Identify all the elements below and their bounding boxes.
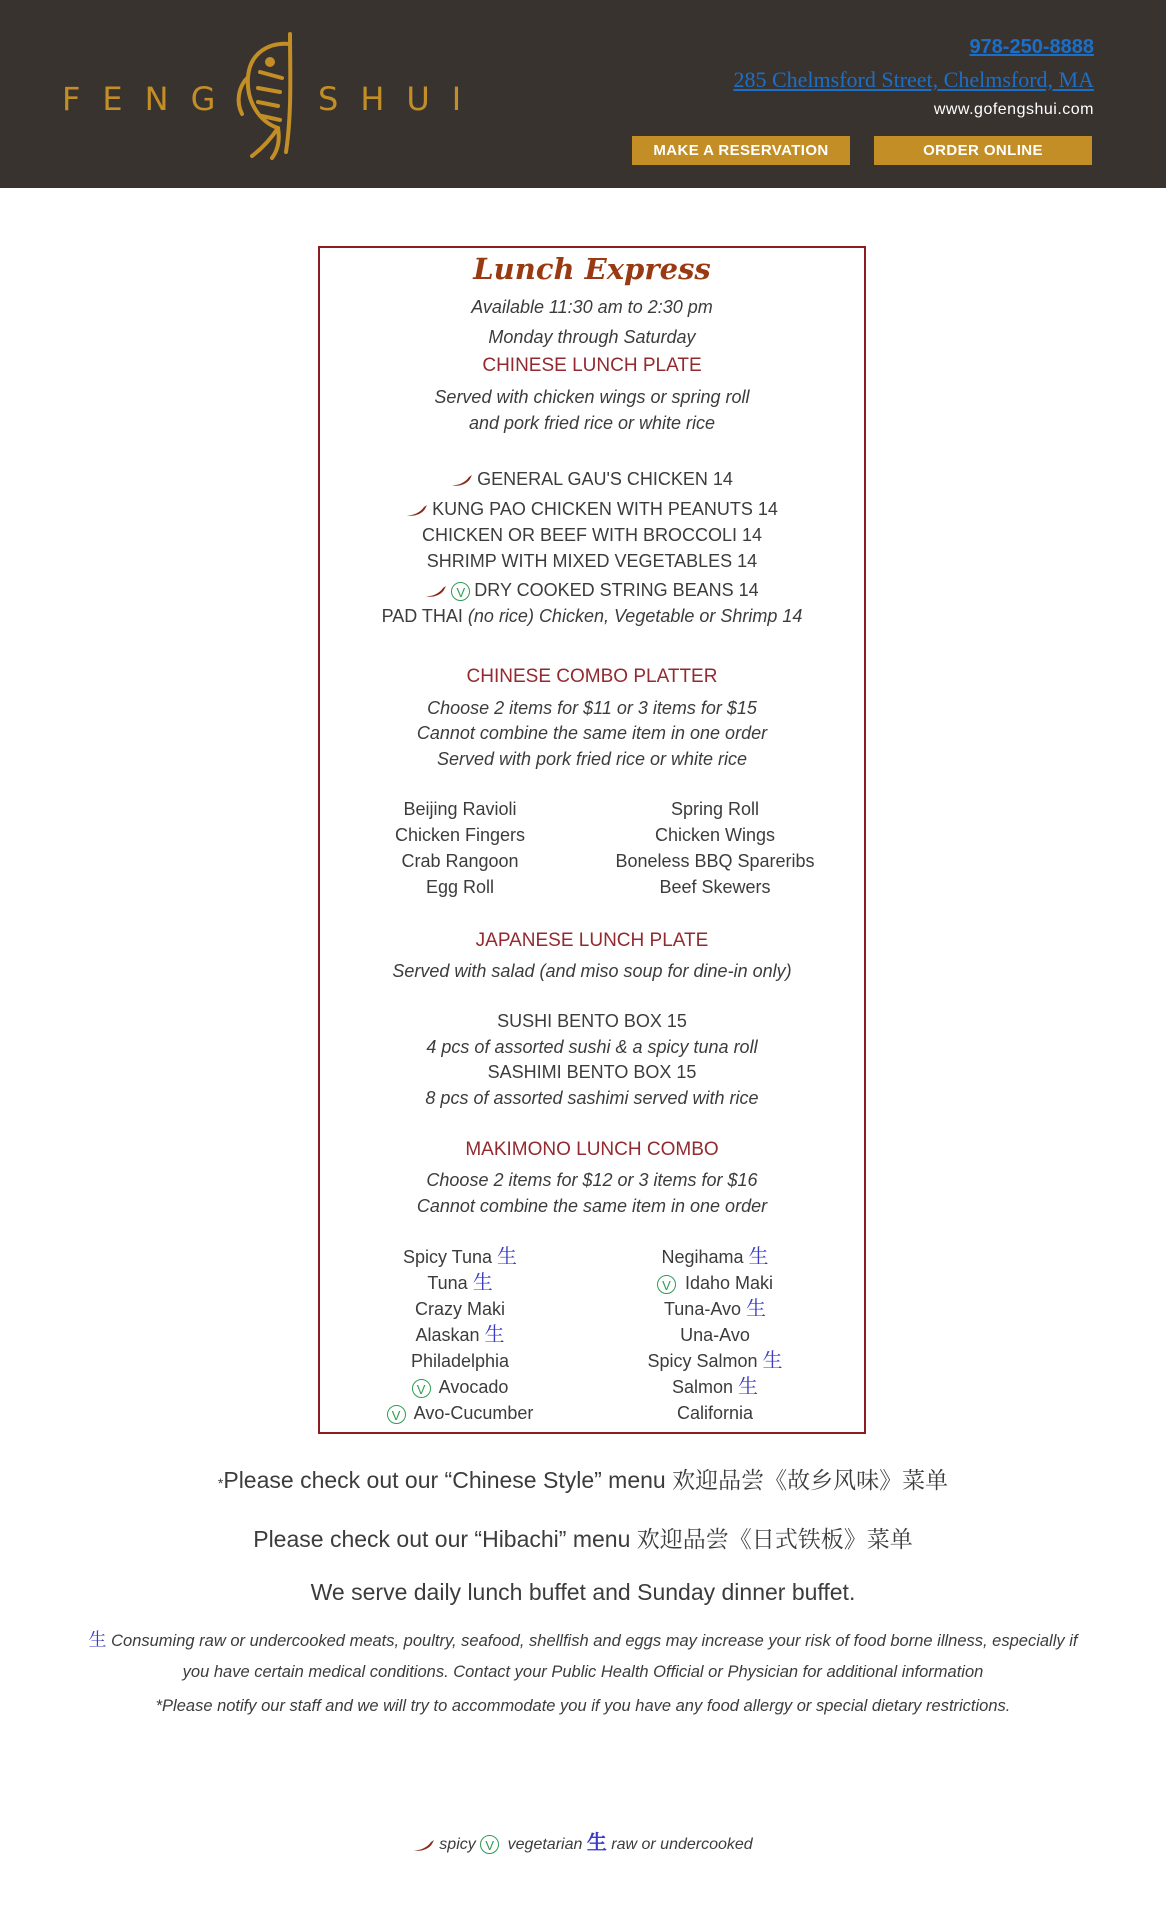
spicy-pepper-icon [406,503,428,517]
list-item: Spicy Salmon 生 [647,1350,783,1372]
vegetarian-icon: V [480,1835,499,1854]
phone-link[interactable]: 978-250-8888 [969,36,1094,58]
japanese-lunch-note: Served with salad (and miso soup for dine-in only) [392,961,792,981]
makimono-heading: MAKIMONO LUNCH COMBO [465,1139,719,1160]
makimono-note-1: Choose 2 items for $12 or 3 items for $16 [426,1170,758,1190]
combo-right-column [610,796,820,900]
feng-shui-logo[interactable] [62,32,484,162]
list-item: Spicy Tuna 生 [402,1246,518,1268]
logo-word-left: FENG [62,80,238,118]
chinese-style-note[interactable]: *Please check out our “Chinese Style” menu 欢迎品尝《故乡风味》菜单 [217,1467,949,1493]
list-item: Spring Roll [670,799,760,819]
menu-item: V DRY COOKED STRING BEANS 14 [320,578,864,602]
sashimi-bento-desc: 8 pcs of assorted sashimi served with rice [425,1088,759,1108]
sashimi-bento-box: SASHIMI BENTO BOX 15 [487,1062,697,1082]
chinese-combo-heading: CHINESE COMBO PLATTER [466,666,718,687]
vegetarian-icon: V [387,1405,406,1424]
list-item: Tuna-Avo 生 [663,1298,767,1320]
raw-warning-line-1: 生 Consuming raw or undercooked meats, poultry, seafood, shellfish and eggs may increase your risk of food borne illness, especially if [88,1630,1078,1650]
spicy-pepper-icon [425,584,447,598]
vegetarian-icon: V [657,1275,676,1294]
chinese-lunch-note-1: Served with chicken wings or spring roll [434,387,750,407]
chinese-combo-note-3: Served with pork fried rice or white rice [436,749,748,769]
sushi-bento-desc: 4 pcs of assorted sushi & a spicy tuna roll [426,1037,758,1057]
list-item: Negihama 生 [661,1246,769,1268]
vegetarian-icon: V [451,582,470,601]
raw-icon: 生 [738,1376,759,1398]
lunch-express-menu [318,246,866,1434]
menu-item: KUNG PAO CHICKEN WITH PEANUTS 14 [320,497,864,521]
site-header [0,0,1166,188]
menu-hours: Available 11:30 am to 2:30 pm [471,297,713,317]
raw-warning-line-2: you have certain medical conditions. Contact your Public Health Official or Physician for additional information [182,1663,984,1681]
raw-icon: 生 [748,1246,769,1268]
fish-logo-icon [220,32,310,162]
list-item: Beef Skewers [659,877,771,897]
contact-info [574,36,1094,119]
website-link[interactable]: www.gofengshui.com [933,101,1094,118]
raw-icon: 生 [472,1272,493,1294]
combo-left-column [360,796,560,900]
list-item: Egg Roll [425,877,495,897]
raw-icon: 生 [762,1350,783,1372]
sushi-bento-box: SUSHI BENTO BOX 15 [497,1011,687,1031]
logo-word-right: SHUI [318,80,484,118]
spicy-pepper-icon [451,473,473,487]
makimono-left-column [360,1244,560,1426]
list-item: Crab Rangoon [401,851,519,871]
list-item: V Avo-Cucumber [360,1400,560,1426]
list-item: California [676,1403,754,1423]
raw-icon: 生 [746,1298,767,1320]
allergy-note: *Please notify our staff and we will try to accommodate you if you have any food allergy or special dietary restrictions. [155,1697,1011,1715]
list-item: Boneless BBQ Spareribs [615,851,815,871]
chinese-combo-note-2: Cannot combine the same item in one order [416,723,768,743]
list-item: Chicken Wings [654,825,776,845]
menu-item: GENERAL GAU'S CHICKEN 14 [320,467,864,491]
raw-icon: 生 [484,1324,505,1346]
address-link[interactable]: 285 Chelmsford Street, Chelmsford, MA [733,67,1094,92]
vegetarian-icon: V [412,1379,431,1398]
hibachi-note[interactable]: Please check out our “Hibachi” menu 欢迎品尝《日式铁板》菜单 [253,1526,913,1552]
makimono-note-2: Cannot combine the same item in one order [416,1196,768,1216]
menu-days: Monday through Saturday [488,327,696,347]
symbol-legend: spicy V vegetarian 生 raw or undercooked [0,1826,1166,1855]
list-item: Beijing Ravioli [403,799,517,819]
chinese-lunch-heading: CHINESE LUNCH PLATE [482,355,702,376]
menu-item-pad-thai: PAD THAI (no rice) Chicken, Vegetable or Shrimp 14 [381,606,803,626]
list-item: Salmon 生 [671,1376,759,1398]
chinese-lunch-note-2: and pork fried rice or white rice [468,413,716,433]
menu-item: SHRIMP WITH MIXED VEGETABLES 14 [426,551,758,571]
menu-item: CHICKEN OR BEEF WITH BROCCOLI 14 [421,525,763,545]
spicy-pepper-icon [413,1838,435,1852]
list-item: V Idaho Maki [610,1270,820,1296]
makimono-right-column [610,1244,820,1426]
list-item: Una-Avo [680,1325,750,1345]
list-item: Crazy Maki [414,1299,505,1319]
list-item: Alaskan 生 [415,1324,505,1346]
list-item: Tuna 生 [427,1272,493,1294]
chinese-combo-note-1: Choose 2 items for $11 or 3 items for $15 [427,698,757,718]
buffet-note: We serve daily lunch buffet and Sunday dinner buffet. [310,1579,856,1605]
make-reservation-button[interactable]: MAKE A RESERVATION [632,136,850,165]
japanese-lunch-heading: JAPANESE LUNCH PLATE [475,930,709,951]
order-online-button[interactable]: ORDER ONLINE [874,136,1092,165]
list-item: Philadelphia [410,1351,510,1371]
list-item: V Avocado [360,1374,560,1400]
raw-icon: 生 [88,1630,107,1650]
raw-icon: 生 [586,1832,607,1854]
menu-title: Lunch Express [473,252,711,286]
list-item: Chicken Fingers [394,825,526,845]
raw-icon: 生 [497,1246,518,1268]
